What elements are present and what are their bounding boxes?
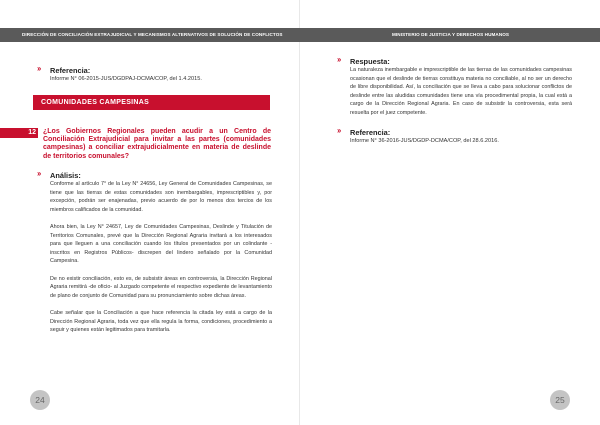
question-number: 12 (0, 128, 38, 138)
analysis-paragraph: Ahora bien, la Ley N° 24657, Ley de Comunidades Campesinas, Deslinde y Titulación de Territorios Comunales, prevé que la Dirección Regional Agraria invitará a los interesados para que lleguen a una conciliación cuando los títulos presentados por un colindante -inscritos en Registros Públicos- discrepen del lindero señalado por la Comunidad Campesina. (50, 223, 272, 265)
double-chevron-right-icon: ›› (37, 64, 41, 73)
answer-text: La naturaleza inembargable e imprescriptible de las tierras de las comunidades campesinas ocasionan que el deslinde de tierras constituya materia no conciliable, al no ser un derecho de libre disponibilidad. Así, la conciliación que se lleva a cabo para solucionar conflictos de deslinde entre las aludidas comunidades tiene una vía procedimental propia, la cual está a cargo de la Dirección Regional Agraria. En caso de subsistir la controversia, esta será resuelta por el juez competente. (350, 67, 572, 116)
left-reference-block (37, 64, 270, 84)
double-chevron-right-icon: ›› (37, 169, 41, 178)
analysis-title: Análisis: (50, 171, 81, 180)
analysis-paragraph: Conforme al artículo 7° de la Ley N° 24656, Ley General de Comunidades Campesinas, se tiene que las tierras de estas comunidades son inembargables, imprescriptibles y, por excepción, podrán ser enajenadas, previo acuerdo de por lo menos dos tercios de los miembros calificados de la comunidad. (50, 181, 272, 213)
page-number: 24 (30, 390, 50, 410)
right-reference-text: Informe N° 36-2016-JUS/DGDP-DCMA/COP, del 28.6.2016. (350, 138, 499, 144)
double-chevron-right-icon: ›› (337, 55, 341, 64)
analysis-paragraph: De no existir conciliación, esto es, de subsistir áreas en controversia, la Dirección Regional Agraria remitirá -de oficio- al Juzgado competente el respectivo expediente de levantamiento de plano de conjunto de Comunidad para su pronunciamiento sobre dichas áreas. (50, 275, 272, 299)
section-title: COMUNIDADES CAMPESINAS (33, 95, 270, 110)
answer-title: Respuesta: (350, 57, 390, 66)
double-chevron-right-icon: ›› (337, 126, 341, 135)
right-reference-block (337, 126, 572, 146)
right-reference-title: Referencia: (350, 128, 391, 137)
left-header-bar: DIRECCIÓN DE CONCILIACIÓN EXTRAJUDICIAL Y MECANISMOS ALTERNATIVOS DE SOLUCIÓN DE CONFLICTOS (0, 28, 300, 42)
analysis-block (37, 169, 272, 335)
analysis-paragraph: Cabe señalar que la Conciliación a que hace referencia la citada ley está a cargo de la Dirección Regional Agraria, toda vez que ella regula la forma, condiciones, procedimiento a seguir y quienes están legitimados para tramitarla. (50, 309, 272, 334)
page-number: 25 (550, 390, 570, 410)
answer-block (337, 55, 572, 118)
right-page (300, 0, 600, 425)
left-reference-text: Informe N° 06-2015-JUS/DGDPAJ-DCMA/COP, del 1.4.2015. (50, 76, 202, 82)
right-header-bar: MINISTERIO DE JUSTICIA Y DERECHOS HUMANOS (300, 28, 600, 42)
question-text: ¿Los Gobiernos Regionales pueden acudir a un Centro de Conciliación Extrajudicial para invitar a las partes (comunidades campesinas) a conciliar extrajudicialmente en materia de deslinde de territorios comunales? (43, 128, 271, 160)
left-reference-title: Referencia: (50, 66, 91, 75)
